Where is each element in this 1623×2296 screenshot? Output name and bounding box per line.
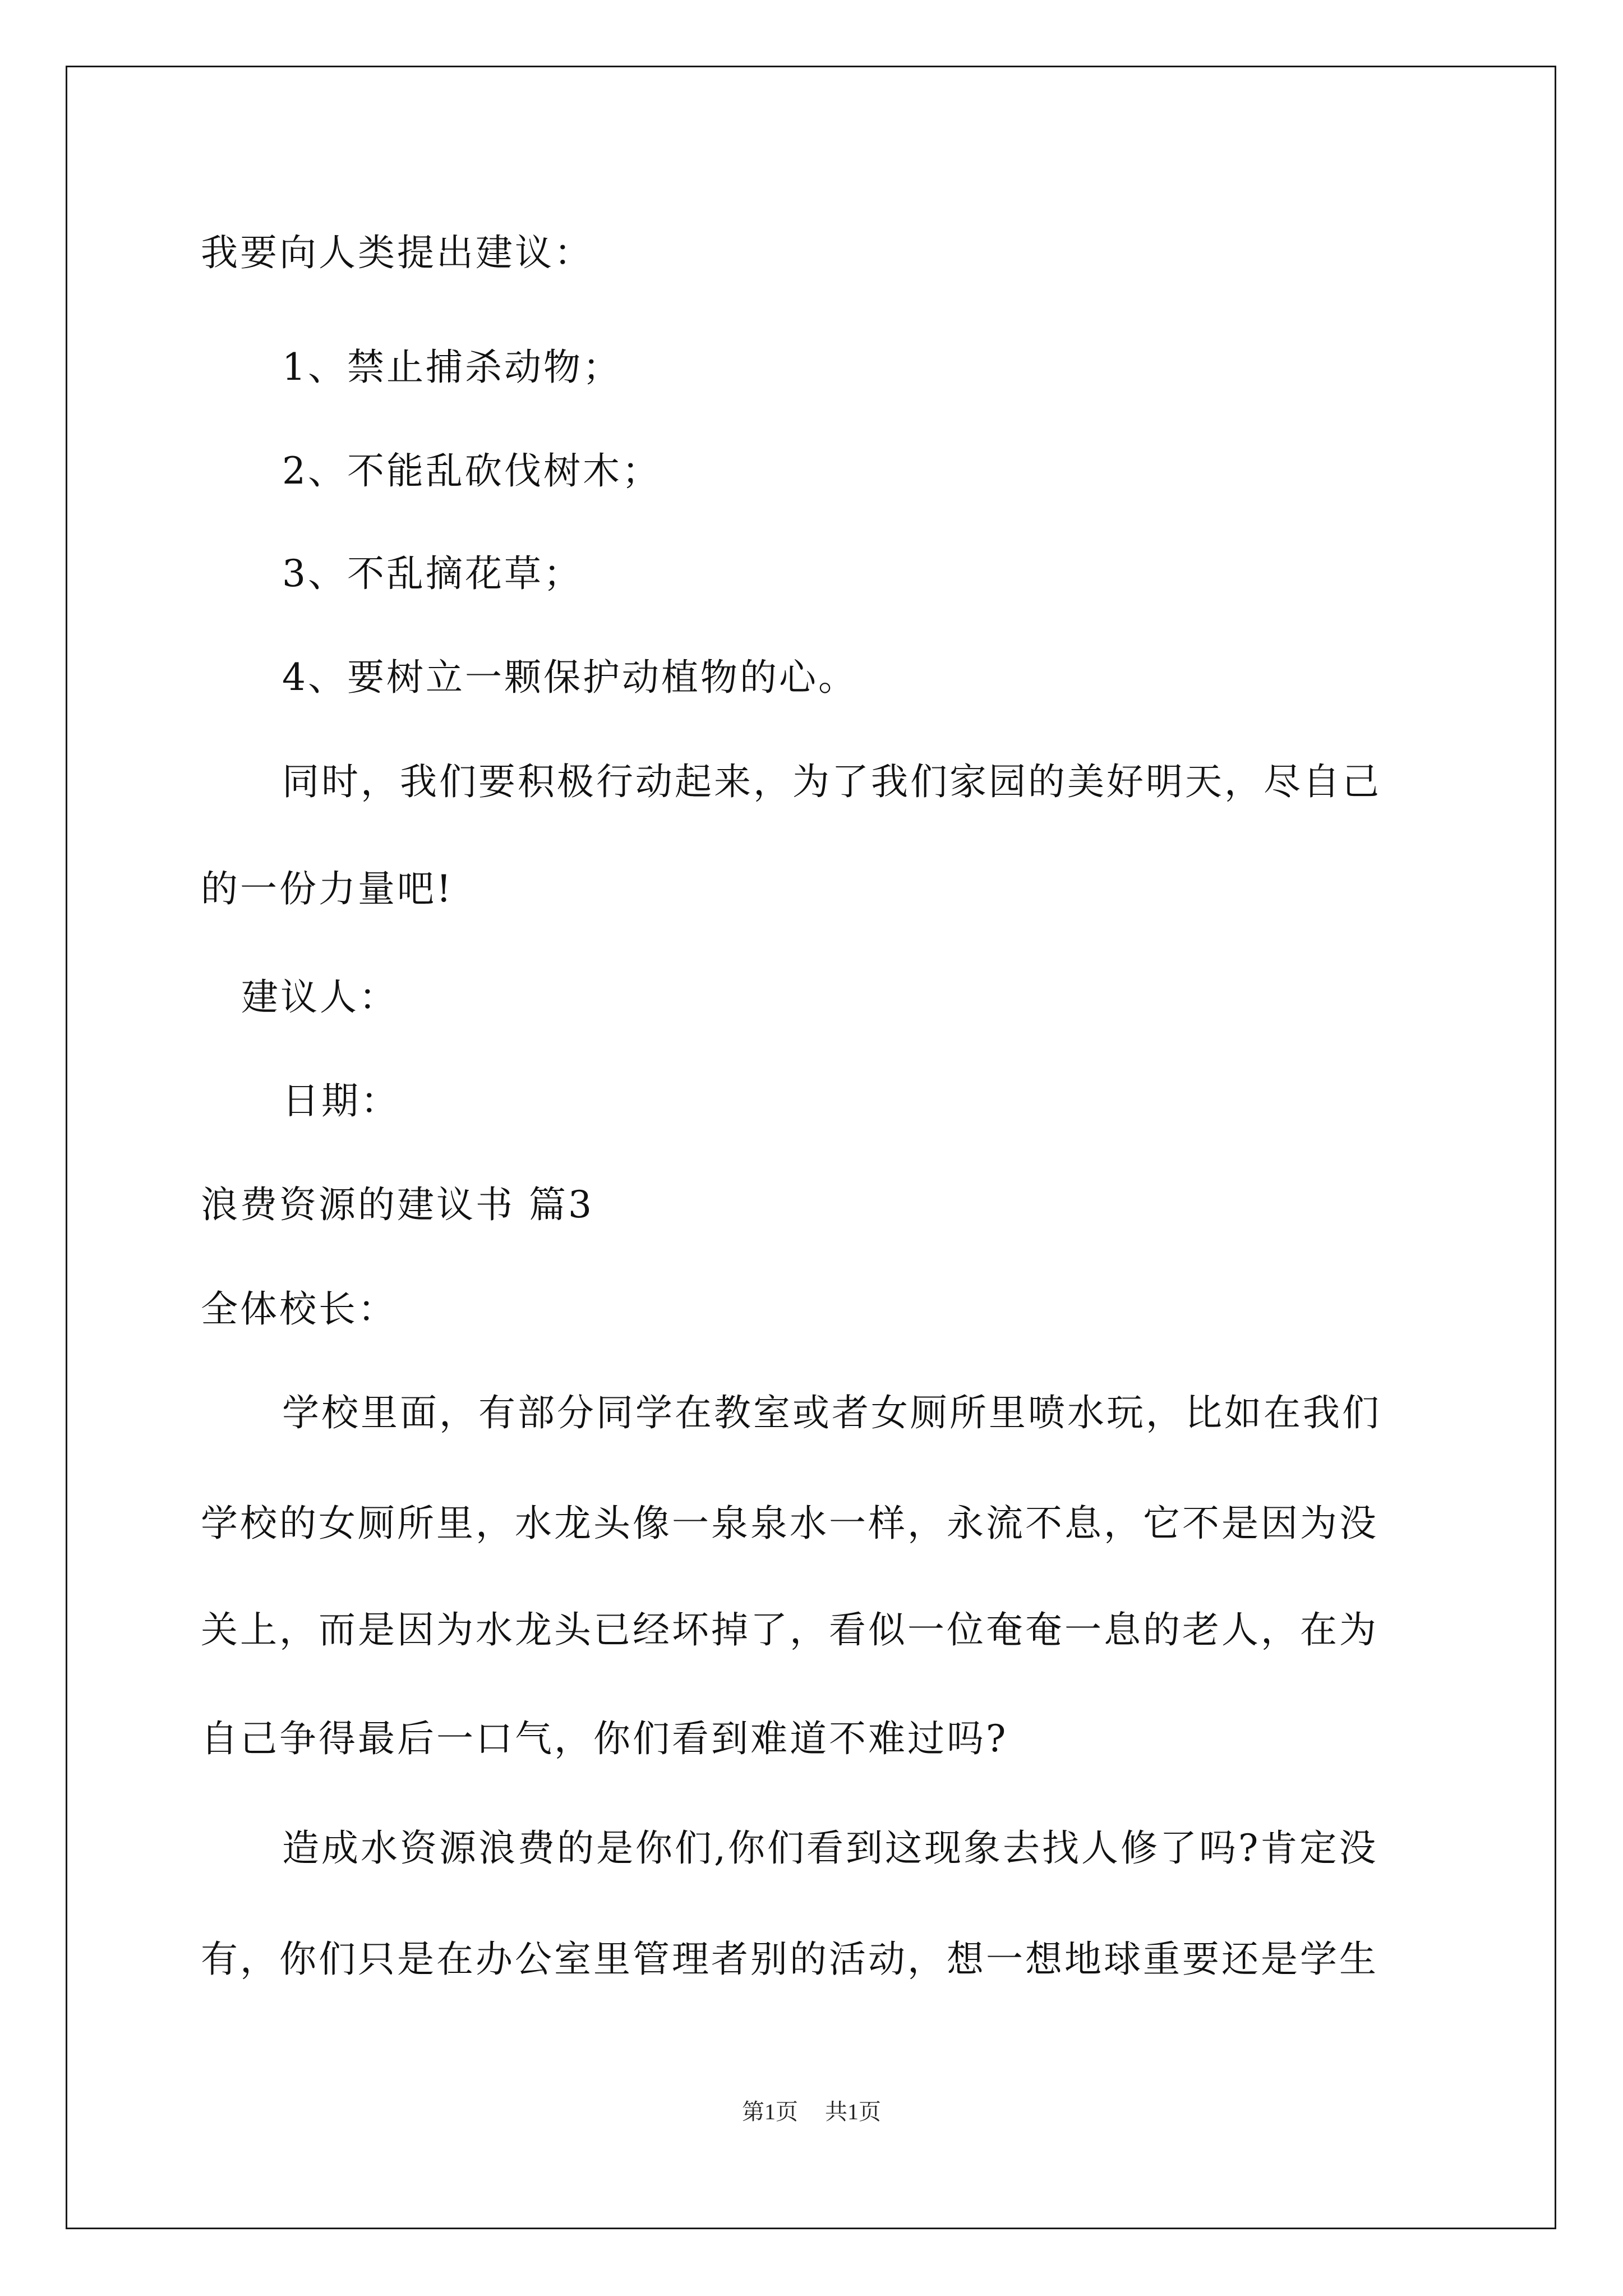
- list-item: 4、要树立一颗保护动植物的心。: [282, 656, 857, 699]
- page-number: 第1页: [742, 2099, 798, 2124]
- paragraph-line: 有，你们只是在办公室里管理者别的活动，想一想地球重要还是学生: [201, 1938, 1378, 1981]
- list-item: 3、不乱摘花草；: [282, 552, 583, 595]
- salutation: 全体校长：: [201, 1287, 397, 1331]
- list-item: 1、禁止捕杀动物；: [282, 346, 622, 389]
- page-border: [66, 66, 1556, 2229]
- paragraph-line: 学校里面，有部分同学在教室或者女厕所里喷水玩，比如在我们: [282, 1391, 1381, 1434]
- paragraph-line: 学校的女厕所里，水龙头像一泉泉水一样，永流不息，它不是因为没: [201, 1502, 1378, 1545]
- paragraph-line: 的一份力量吧!: [201, 867, 454, 910]
- page-count: 共1页: [825, 2099, 881, 2124]
- paragraph-line: 同时，我们要积极行动起来，为了我们家园的美好明天，尽自己: [282, 760, 1381, 803]
- text-line: 我要向人类提出建议：: [201, 231, 593, 274]
- page-footer: [0, 2098, 1623, 2126]
- paragraph-line: 造成水资源浪费的是你们,你们看到这现象去找人修了吗?肯定没: [282, 1826, 1378, 1870]
- signature-label: 建议人：: [241, 976, 398, 1019]
- date-label: 日期：: [282, 1079, 400, 1122]
- paragraph-line: 自己争得最后一口气，你们看到难道不难过吗?: [201, 1717, 1008, 1760]
- list-item: 2、不能乱砍伐树木；: [282, 449, 661, 493]
- paragraph-line: 关上，而是因为水龙头已经坏掉了，看似一位奄奄一息的老人，在为: [201, 1608, 1378, 1651]
- section-title: 浪费资源的建议书 篇3: [201, 1183, 594, 1226]
